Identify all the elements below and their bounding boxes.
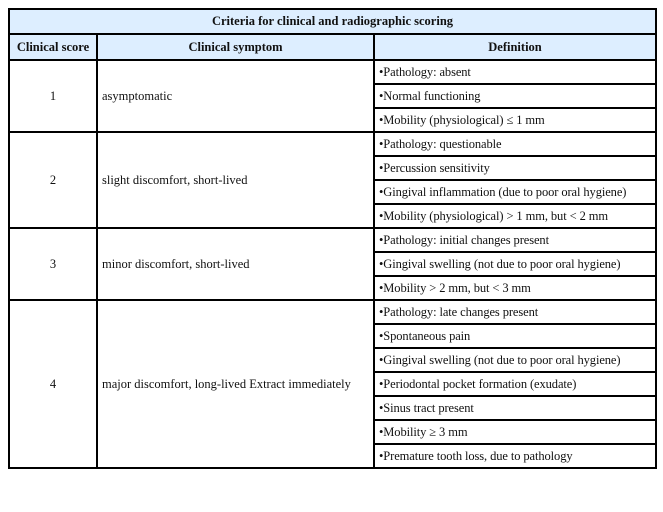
definition-cell: •Periodontal pocket formation (exudate) xyxy=(374,372,656,396)
header-clinical-score: Clinical score xyxy=(9,34,97,60)
symptom-cell: slight discomfort, short-lived xyxy=(97,132,374,228)
definition-cell: •Gingival inflammation (due to poor oral hygiene) xyxy=(374,180,656,204)
symptom-cell: major discomfort, long-lived Extract immediately xyxy=(97,300,374,468)
score-cell: 4 xyxy=(9,300,97,468)
definition-cell: •Pathology: questionable xyxy=(374,132,656,156)
definition-cell: •Pathology: late changes present xyxy=(374,300,656,324)
header-clinical-symptom: Clinical symptom xyxy=(97,34,374,60)
table-title: Criteria for clinical and radiographic scoring xyxy=(9,9,656,34)
table-header-row xyxy=(9,34,656,60)
criteria-table xyxy=(8,8,657,469)
table-row xyxy=(9,132,656,156)
definition-cell: •Sinus tract present xyxy=(374,396,656,420)
definition-cell: •Mobility (physiological) ≤ 1 mm xyxy=(374,108,656,132)
score-cell: 1 xyxy=(9,60,97,132)
table-row xyxy=(9,300,656,324)
definition-cell: •Mobility > 2 mm, but < 3 mm xyxy=(374,276,656,300)
definition-cell: •Percussion sensitivity xyxy=(374,156,656,180)
symptom-cell: minor discomfort, short-lived xyxy=(97,228,374,300)
definition-cell: •Mobility ≥ 3 mm xyxy=(374,420,656,444)
definition-cell: •Gingival swelling (not due to poor oral hygiene) xyxy=(374,348,656,372)
header-definition: Definition xyxy=(374,34,656,60)
definition-cell: •Spontaneous pain xyxy=(374,324,656,348)
definition-cell: •Normal functioning xyxy=(374,84,656,108)
score-cell: 3 xyxy=(9,228,97,300)
definition-cell: •Pathology: absent xyxy=(374,60,656,84)
definition-cell: •Gingival swelling (not due to poor oral hygiene) xyxy=(374,252,656,276)
definition-cell: •Mobility (physiological) > 1 mm, but < 2 mm xyxy=(374,204,656,228)
table-row xyxy=(9,228,656,252)
score-cell: 2 xyxy=(9,132,97,228)
table-row xyxy=(9,60,656,84)
table-title-row xyxy=(9,9,656,34)
definition-cell: •Pathology: initial changes present xyxy=(374,228,656,252)
definition-cell: •Premature tooth loss, due to pathology xyxy=(374,444,656,468)
symptom-cell: asymptomatic xyxy=(97,60,374,132)
